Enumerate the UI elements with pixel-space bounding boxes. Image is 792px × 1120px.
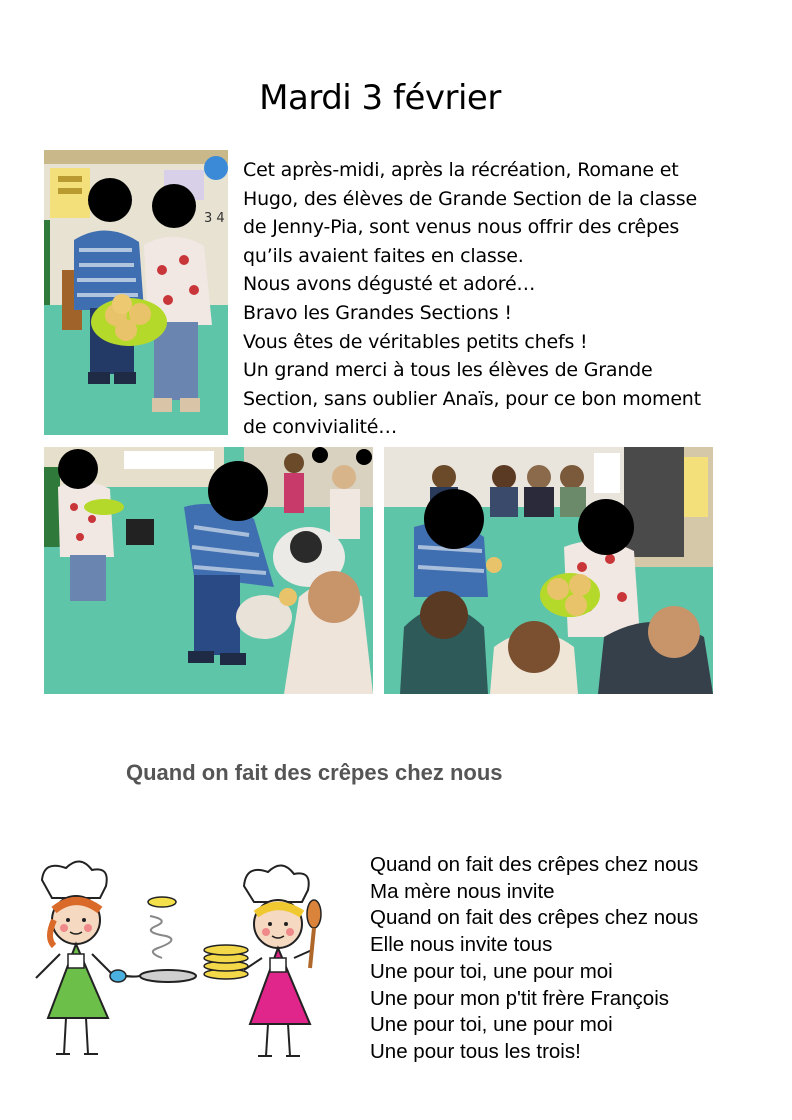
page-title: Mardi 3 février (259, 78, 501, 118)
story-line: Hugo, des élèves de Grande Section de la classe (243, 187, 697, 210)
poster-numbers: 3 4 (204, 211, 225, 226)
story-line: de convivialité… (243, 416, 398, 439)
story-text (243, 156, 763, 442)
story-line: qu’ils avaient faites en classe. (243, 244, 524, 267)
song-line: Une pour tous les trois! (370, 1039, 581, 1063)
story-line: Nous avons dégusté et adoré… (243, 273, 536, 296)
song-line: Une pour toi, une pour moi (370, 959, 613, 983)
story-line: Vous êtes de véritables petits chefs ! (243, 330, 588, 353)
song-line: Quand on fait des crêpes chez nous (370, 853, 699, 876)
song-title: Quand on fait des crêpes chez nous (126, 760, 503, 785)
story-line: Section, sans oublier Anaïs, pour ce bon moment (243, 387, 701, 410)
photo-distribution-1 (44, 447, 373, 694)
song-lyrics (370, 852, 698, 1066)
song-line: Ma mère nous invite (370, 879, 555, 903)
chef-children-illustration (30, 858, 330, 1068)
story-line: Cet après-midi, après la récréation, Romane et (243, 159, 679, 181)
song-line: Quand on fait des crêpes chez nous (370, 906, 699, 930)
story-line: Un grand merci à tous les élèves de Grande (243, 359, 653, 382)
story-line: de Jenny-Pia, sont venus nous offrir des crêpes (243, 216, 680, 239)
song-line: Elle nous invite tous (370, 933, 553, 957)
photo-distribution-2 (384, 447, 713, 694)
story-line: Bravo les Grandes Sections ! (243, 301, 512, 324)
song-line: Une pour toi, une pour moi (370, 1013, 613, 1037)
song-line: Une pour mon p'tit frère François (370, 986, 670, 1010)
photo-children-with-crepes (44, 150, 228, 435)
